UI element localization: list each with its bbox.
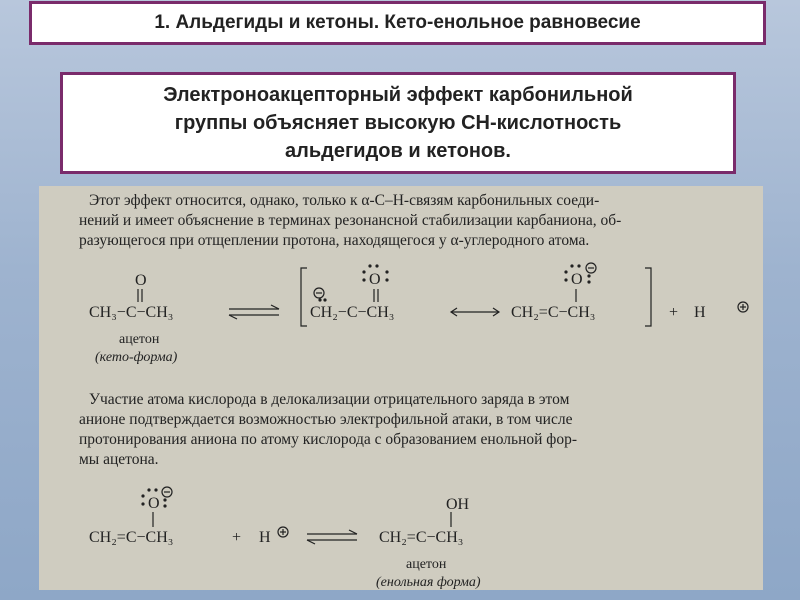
enol-name: ацетон — [406, 557, 447, 572]
info-box — [60, 72, 736, 174]
carbanion-formula: CH₂−C−CH₃ — [310, 304, 395, 321]
keto-form-label: (кето-форма) — [95, 350, 178, 365]
paragraph-2-line-4: мы ацетона. — [79, 451, 159, 468]
carbanion-o: O — [369, 271, 381, 288]
paragraph-1-line-1: Этот эффект относится, однако, только к α-С–Н-связям карбонильных соеди- — [89, 192, 600, 209]
proton-2: H — [259, 529, 271, 546]
keto-name: ацетон — [119, 332, 160, 347]
proton-1: H — [694, 304, 706, 321]
enolate-formula-2: CH₂=C−CH₃ — [89, 529, 174, 546]
right-bracket — [645, 268, 651, 326]
keto-carbonyl-o: O — [135, 272, 147, 289]
plus-sign-1: + — [669, 304, 679, 321]
left-bracket — [301, 268, 307, 326]
paragraph-1-line-2: нений и имеет объяснение в терминах резонансной стабилизации карбаниона, об- — [79, 212, 622, 229]
enolate2-o: O — [148, 495, 160, 512]
info-line-3: альдегидов и кетонов. — [285, 140, 511, 162]
info-line-1: Электроноакцепторный эффект карбонильной — [163, 84, 633, 106]
keto-formula: CH₃−C−CH₃ — [89, 304, 174, 321]
enol-formula: CH₂=C−CH₃ — [379, 529, 464, 546]
enolate-o: O — [571, 271, 583, 288]
equilibrium-arrow-top-head — [271, 305, 279, 309]
enol-form-label: (енольная форма) — [376, 575, 481, 590]
paragraph-2-line-1: Участие атома кислорода в делокализации отрицательного заряда в этом — [89, 391, 570, 408]
paragraph-1-line-3: разующегося при отщеплении протона, находящегося у α-углеродного атома. — [79, 232, 590, 249]
equilibrium-arrow-bottom-head — [229, 315, 237, 319]
structure-marks — [39, 186, 763, 590]
paragraph-2-line-3: протонирования аниона по атому кислорода с образованием енольной фор- — [79, 431, 577, 448]
textbook-scan — [39, 186, 763, 590]
enolate-formula: CH₂=C−CH₃ — [511, 304, 596, 321]
plus-sign-2: + — [232, 529, 242, 546]
slide-title: 1. Альдегиды и кетоны. Кето-енольное равновесие — [29, 1, 766, 45]
enol-oh: OH — [446, 496, 470, 513]
paragraph-2-line-2: анионе подтверждается возможностью электрофильной атаки, в том числе — [79, 411, 573, 428]
info-line-2: группы объясняет высокую СН-кислотность — [174, 112, 622, 134]
